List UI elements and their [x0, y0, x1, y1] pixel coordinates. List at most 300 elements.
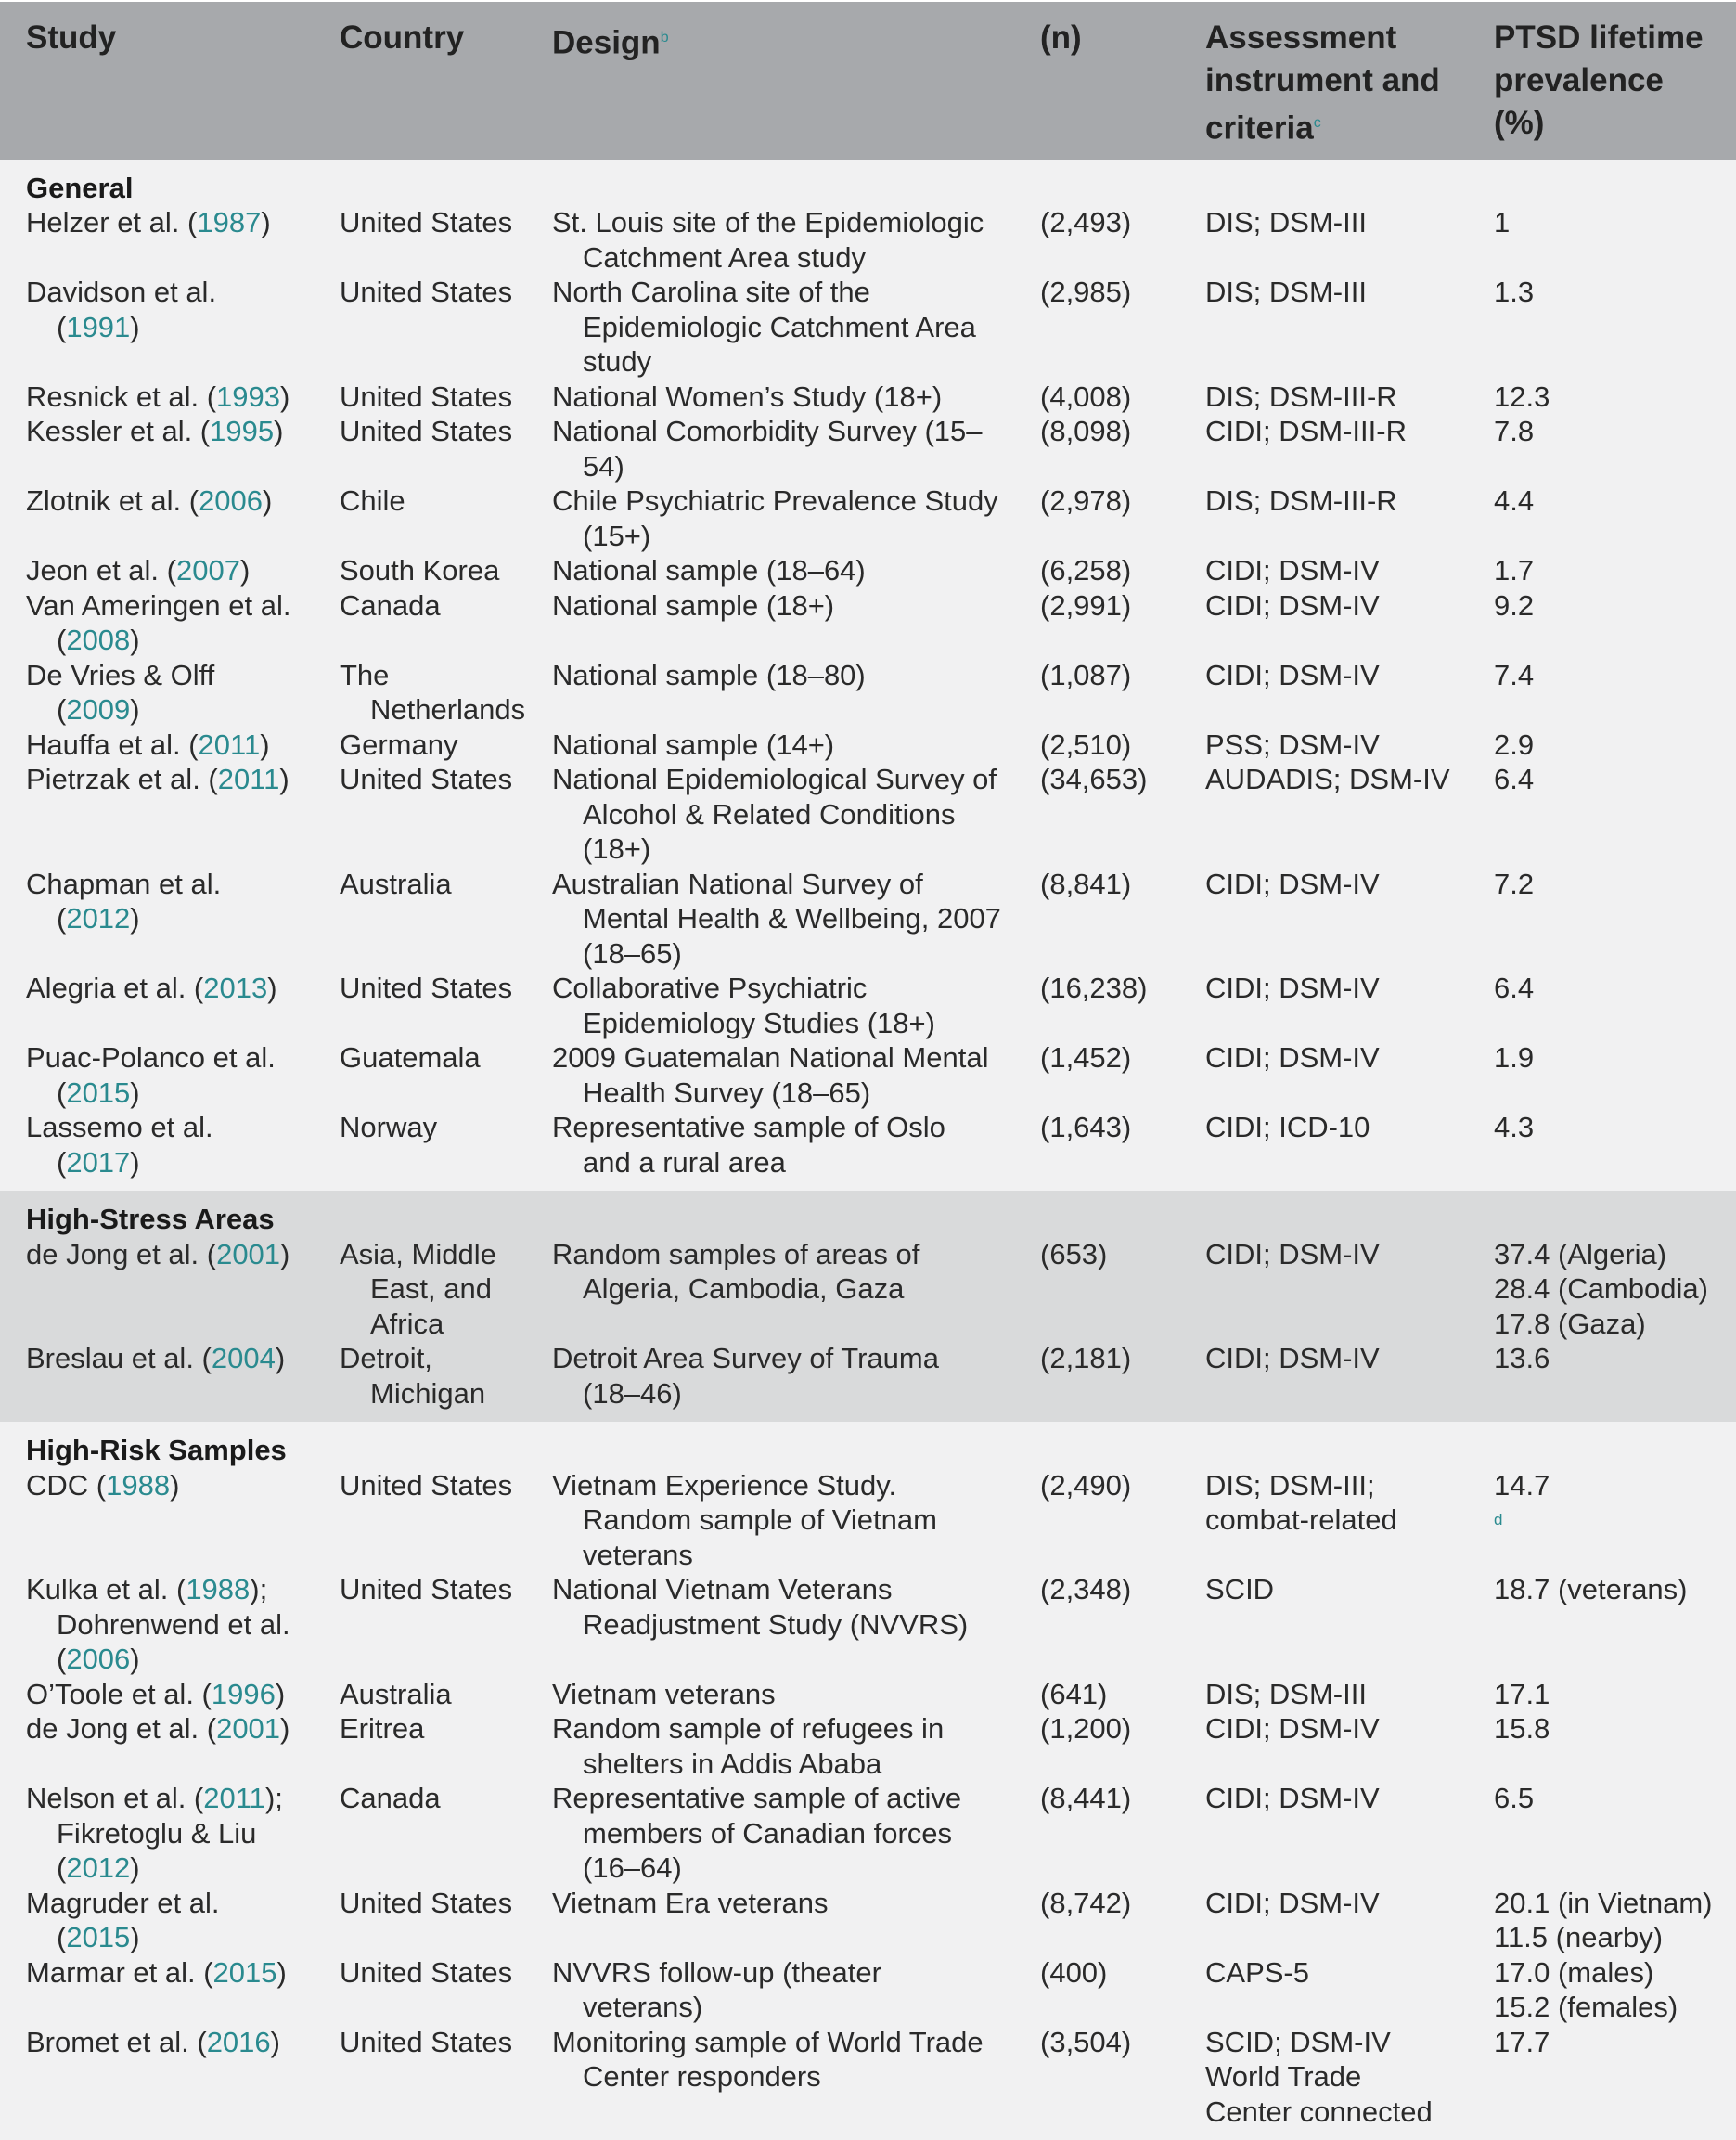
- design-cell: [526, 1040, 1014, 1110]
- country-cell: [314, 275, 526, 380]
- section-title: General: [26, 171, 134, 204]
- prevalence-value: [1494, 762, 1723, 797]
- study-author-tail: ): [130, 1921, 140, 1954]
- assessment-cell: SCID; DSM-IV World Trade Center connected: [1205, 2025, 1433, 2128]
- design-cell: [526, 1237, 1014, 1342]
- study-cell: [0, 867, 314, 972]
- study-citation: [26, 1781, 301, 1886]
- design-cell: [526, 2025, 1014, 2140]
- study-cell: [0, 658, 314, 728]
- prevalence-cell: [1468, 414, 1736, 483]
- design-cell: [526, 414, 1014, 483]
- study-author: de Jong et al. (: [26, 1237, 217, 1270]
- prevalence-text: 4.3: [1494, 1111, 1535, 1144]
- design-text: Representative sample of active members of Canadian forces (16–64): [552, 1782, 962, 1885]
- design-text: Representative sample of Oslo and a rural area: [552, 1111, 945, 1179]
- study-author: Jeon et al. (: [26, 554, 176, 587]
- design-text: NVVRS follow-up (theater veterans): [552, 1955, 881, 2024]
- study-author: Kessler et al. (: [26, 415, 211, 448]
- prevalence-value: [1494, 1955, 1723, 1991]
- study-citation: [26, 728, 301, 763]
- prevalence-cell: [1468, 1341, 1736, 1422]
- section-title: High-Stress Areas: [26, 1203, 275, 1236]
- prevalence-value: [1494, 1307, 1723, 1342]
- prevalence-cell: [1468, 1110, 1736, 1191]
- sample-size-cell: (2,978): [1040, 484, 1132, 518]
- prevalence-value: [1494, 588, 1723, 624]
- country-text: Eritrea: [340, 1712, 425, 1746]
- study-author-tail: ): [263, 484, 273, 518]
- design-text: National Vietnam Veterans Readjustment Study (NVVRS): [552, 1573, 969, 1641]
- design-text: North Carolina site of the Epidemiologic Catchment Area study: [552, 276, 976, 379]
- study-year-link: 2011: [217, 763, 280, 796]
- study-year-link: 2006: [199, 484, 264, 518]
- study-author: Resnick et al. (: [26, 380, 217, 413]
- country-cell: [314, 1237, 526, 1342]
- study-citation: [26, 275, 301, 344]
- design-cell: [526, 380, 1014, 415]
- prevalence-cell: [1468, 1237, 1736, 1342]
- country-cell: [314, 1040, 526, 1110]
- prevalence-value: [1494, 483, 1723, 519]
- study-citation: [26, 1468, 301, 1503]
- prevalence-cell: [1468, 553, 1736, 588]
- study-author-tail: ): [130, 693, 140, 727]
- prevalence-value: [1494, 1677, 1723, 1712]
- country-text: Asia, Middle East, and Africa: [340, 1237, 496, 1340]
- country-text: The Netherlands: [340, 658, 526, 727]
- country-cell: [314, 2025, 526, 2140]
- country-cell: [314, 1341, 526, 1422]
- prevalence-cell: [1468, 1781, 1736, 1886]
- study-citation: [26, 483, 301, 519]
- prevalence-text: 9.2: [1494, 588, 1535, 622]
- study-year-link: 2011: [198, 728, 261, 761]
- table-row: [0, 1110, 1736, 1191]
- design-text: Collaborative Psychiatric Epidemiology Studies (18+): [552, 972, 935, 1039]
- design-cell: [526, 658, 1014, 728]
- prevalence-value: [1494, 1920, 1723, 1955]
- study-author-tail: ): [239, 554, 251, 587]
- sample-size-cell: (1,200): [1040, 1712, 1132, 1746]
- design-text: National Women’s Study (18+): [552, 380, 943, 413]
- design-cell: [526, 1955, 1014, 2025]
- country-cell: [314, 1677, 526, 1712]
- design-cell: [526, 762, 1014, 867]
- prevalence-value: [1494, 658, 1723, 693]
- sample-size-cell: (3,504): [1040, 2025, 1132, 2058]
- prevalence-text: 15.8: [1494, 1712, 1550, 1746]
- country-text: United States: [340, 1955, 513, 1989]
- table-row: [0, 553, 1736, 588]
- section-heading-row: [0, 1191, 1736, 1237]
- study-year-link: 1996: [211, 1677, 276, 1710]
- table-row: [0, 728, 1736, 763]
- study-year-link: 2011: [203, 1782, 265, 1815]
- prevalence-text: 15.2 (females): [1494, 1991, 1678, 2024]
- country-cell: [314, 728, 526, 763]
- study-citation: [26, 1711, 301, 1747]
- prevalence-cell: [1468, 588, 1736, 658]
- study-author: Chapman et al. (: [26, 867, 222, 935]
- sample-size-cell: (2,991): [1040, 588, 1132, 622]
- assessment-cell: CIDI; DSM-IV: [1205, 554, 1380, 587]
- header-row: [0, 2, 1736, 160]
- design-text: Monitoring sample of World Trade Center responders: [552, 2025, 984, 2094]
- sample-size-cell: (4,008): [1040, 380, 1132, 413]
- assessment-cell: DIS; DSM-III: [1205, 206, 1367, 239]
- header-assessment: Assessment instrument and criteria$^c$: [1205, 19, 1440, 147]
- study-author: Helzer et al. (: [26, 206, 198, 239]
- study-author-tail: ): [275, 1677, 286, 1710]
- section-high-stress-areas: [0, 1191, 1736, 1422]
- footnote-marker: d: [1494, 1511, 1503, 1529]
- sample-size-cell: (8,441): [1040, 1782, 1132, 1815]
- study-year-link: 2001: [216, 1712, 281, 1746]
- prevalence-value: [1494, 205, 1723, 240]
- prevalence-text: 1.3: [1494, 276, 1535, 309]
- study-author-tail: ): [280, 1712, 290, 1746]
- prevalence-value: [1494, 1781, 1723, 1816]
- assessment-cell: CIDI; DSM-IV: [1205, 658, 1380, 691]
- sample-size-cell: (653): [1040, 1237, 1108, 1270]
- country-text: United States: [340, 206, 513, 239]
- table-row: [0, 1468, 1736, 1573]
- country-cell: [314, 1781, 526, 1886]
- study-author: Magruder et al. (: [26, 1886, 220, 1954]
- study-cell: [0, 205, 314, 275]
- country-text: Germany: [340, 728, 458, 761]
- prevalence-cell: [1468, 483, 1736, 553]
- study-author-tail: ): [276, 1955, 287, 1989]
- table-row: [0, 762, 1736, 867]
- sample-size-cell: (2,181): [1040, 1342, 1132, 1375]
- prevalence-text: 7.8: [1494, 415, 1535, 448]
- design-cell: [526, 728, 1014, 763]
- prevalence-text: 37.4 (Algeria): [1494, 1237, 1667, 1270]
- sample-size-cell: (34,653): [1040, 763, 1148, 796]
- study-author-tail: ): [270, 2025, 280, 2058]
- study-citation: [26, 414, 301, 449]
- country-text: United States: [340, 276, 513, 309]
- sample-size-cell: (8,841): [1040, 867, 1132, 900]
- study-author: Puac-Polanco et al. (: [26, 1041, 276, 1109]
- design-text: National sample (18+): [552, 588, 835, 622]
- assessment-cell: CIDI; DSM-IV: [1205, 1886, 1380, 1919]
- design-text: Australian National Survey of Mental Health & Wellbeing, 2007 (18–65): [552, 867, 1001, 970]
- prevalence-text: 17.0 (males): [1494, 1955, 1654, 1989]
- study-year-link: 2001: [216, 1237, 281, 1270]
- prevalence-value: [1494, 728, 1723, 763]
- assessment-cell: AUDADIS; DSM-IV: [1205, 763, 1450, 796]
- sample-size-cell: (2,348): [1040, 1573, 1132, 1606]
- study-author-tail: ): [261, 206, 271, 239]
- assessment-cell: CIDI; DSM-IV: [1205, 1342, 1380, 1375]
- study-cell: [0, 728, 314, 763]
- table-row: [0, 2025, 1736, 2140]
- study-cell: [0, 1237, 314, 1342]
- design-text: Detroit Area Survey of Trauma (18–46): [552, 1342, 939, 1410]
- prevalence-cell: [1468, 1677, 1736, 1712]
- country-text: Canada: [340, 1782, 441, 1815]
- prevalence-text: 12.3: [1494, 380, 1550, 413]
- design-text: St. Louis site of the Epidemiologic Catchment Area study: [552, 206, 984, 274]
- study-year-link: 2006: [66, 1643, 131, 1676]
- sample-size-cell: (8,742): [1040, 1886, 1132, 1919]
- design-text: National Comorbidity Survey (15–54): [552, 415, 983, 483]
- study-author: De Vries & Olff (: [26, 658, 215, 727]
- design-cell: [526, 1468, 1014, 1573]
- study-author-tail: ): [130, 1643, 140, 1676]
- assessment-cell: CAPS-5: [1205, 1955, 1309, 1989]
- prevalence-cell: [1468, 2025, 1736, 2140]
- table-row: [0, 275, 1736, 380]
- assessment-cell: CIDI; DSM-IV: [1205, 588, 1380, 622]
- header-n: (n): [1040, 19, 1082, 56]
- country-cell: [314, 1711, 526, 1781]
- country-cell: [314, 1955, 526, 2025]
- design-cell: [526, 1886, 1014, 1955]
- prevalence-text: 7.4: [1494, 658, 1535, 691]
- study-citation: [26, 2025, 301, 2060]
- study-cell: [0, 1781, 314, 1886]
- study-citation: [26, 1040, 301, 1110]
- country-text: Guatemala: [340, 1041, 481, 1075]
- header-prevalence: PTSD lifetime prevalence (%): [1494, 19, 1704, 141]
- prevalence-text: 6.4: [1494, 763, 1535, 796]
- assessment-cell: DIS; DSM-III; combat-related: [1205, 1468, 1397, 1537]
- table-header: [0, 2, 1736, 160]
- table-row: [0, 1237, 1736, 1342]
- study-author-tail: ): [260, 728, 270, 761]
- assessment-cell: PSS; DSM-IV: [1205, 728, 1380, 761]
- design-cell: [526, 1711, 1014, 1781]
- study-cell: [0, 971, 314, 1040]
- study-author: CDC (: [26, 1468, 107, 1502]
- design-text: Chile Psychiatric Prevalence Study (15+): [552, 484, 998, 552]
- study-cell: [0, 1955, 314, 2025]
- study-author-tail: ): [130, 1851, 140, 1885]
- prevalence-cell: [1468, 1711, 1736, 1781]
- prevalence-value: [1494, 1040, 1723, 1076]
- country-text: South Korea: [340, 554, 500, 587]
- table-row: [0, 1711, 1736, 1781]
- study-author-tail: ): [130, 310, 140, 343]
- study-author: Zlotnik et al. (: [26, 484, 199, 518]
- prevalence-cell: [1468, 1468, 1736, 1573]
- study-year-link: 2008: [66, 624, 131, 657]
- prevalence-value: [1494, 867, 1723, 902]
- assessment-cell: CIDI; DSM-IV: [1205, 1782, 1380, 1815]
- header-design: Design$^b$: [552, 24, 669, 61]
- study-year-link: 1987: [197, 206, 262, 239]
- study-cell: [0, 2025, 314, 2140]
- assessment-cell: DIS; DSM-III-R: [1205, 380, 1397, 413]
- study-author: Nelson et al. (: [26, 1782, 204, 1815]
- study-cell: [0, 762, 314, 867]
- prevalence-text: 1.7: [1494, 554, 1535, 587]
- sample-size-cell: (6,258): [1040, 554, 1132, 587]
- prevalence-cell: [1468, 275, 1736, 380]
- prevalence-text: 1.9: [1494, 1041, 1535, 1075]
- sample-size-cell: (2,493): [1040, 206, 1132, 239]
- prevalence-text: 6.5: [1494, 1782, 1535, 1815]
- study-cell: [0, 1677, 314, 1712]
- assessment-cell: CIDI; DSM-IV: [1205, 1712, 1380, 1746]
- prevalence-value: [1494, 275, 1723, 310]
- table-row: [0, 658, 1736, 728]
- study-author: Kulka et al. (: [26, 1573, 186, 1606]
- country-cell: [314, 1886, 526, 1955]
- study-year-link: 2017: [66, 1145, 131, 1179]
- country-cell: [314, 205, 526, 275]
- header-country: Country: [340, 19, 465, 56]
- study-cell: [0, 1341, 314, 1422]
- study-author: Pietrzak et al. (: [26, 763, 218, 796]
- country-cell: [314, 1572, 526, 1677]
- country-text: United States: [340, 380, 513, 413]
- assessment-cell: CIDI; ICD-10: [1205, 1111, 1370, 1144]
- prevalence-cell: [1468, 762, 1736, 867]
- study-author-tail: ); Dohrenwend et al. (: [57, 1573, 290, 1676]
- table-row: [0, 971, 1736, 1040]
- prevalence-text: 17.1: [1494, 1677, 1550, 1710]
- sample-size-cell: (2,985): [1040, 276, 1132, 309]
- ptsd-prevalence-table-page: [0, 2, 1736, 2140]
- table-row: [0, 1955, 1736, 2025]
- table-row: [0, 205, 1736, 275]
- study-cell: [0, 380, 314, 415]
- study-author: Breslau et al. (: [26, 1342, 212, 1375]
- study-cell: [0, 483, 314, 553]
- design-text: National sample (14+): [552, 728, 835, 761]
- prevalence-cell: [1468, 1040, 1736, 1110]
- sample-size-cell: (1,452): [1040, 1041, 1132, 1075]
- study-author-tail: ): [279, 380, 290, 413]
- table-row: [0, 1886, 1736, 1955]
- study-year-link: 2009: [66, 693, 131, 727]
- country-cell: [314, 553, 526, 588]
- table-row: [0, 414, 1736, 483]
- country-cell: [314, 414, 526, 483]
- study-citation: [26, 380, 301, 415]
- prevalence-cell: [1468, 728, 1736, 763]
- footnote-marker: b: [660, 30, 669, 45]
- prevalence-text: 14.7: [1494, 1468, 1550, 1502]
- country-text: Canada: [340, 588, 441, 622]
- section-heading-row: [0, 1422, 1736, 1468]
- country-text: United States: [340, 415, 513, 448]
- prevalence-text: 17.7: [1494, 2025, 1550, 2058]
- study-citation: [26, 1572, 301, 1677]
- study-author-tail: ): [130, 624, 140, 657]
- sample-size-cell: (2,510): [1040, 728, 1132, 761]
- study-author-tail: ); Fikretoglu & Liu (: [57, 1782, 283, 1885]
- study-year-link: 2015: [66, 1921, 131, 1954]
- design-cell: [526, 1781, 1014, 1886]
- table-row: [0, 588, 1736, 658]
- study-author: Van Ameringen et al. (: [26, 588, 291, 657]
- study-author-tail: ): [279, 763, 289, 796]
- prevalence-value: [1494, 2025, 1723, 2060]
- prevalence-value: [1494, 971, 1723, 1006]
- table-row: [0, 867, 1736, 972]
- prevalence-value: [1494, 414, 1723, 449]
- sample-size-cell: (641): [1040, 1677, 1108, 1710]
- study-author: de Jong et al. (: [26, 1712, 217, 1746]
- prevalence-cell: [1468, 205, 1736, 275]
- prevalence-text: 13.6: [1494, 1342, 1550, 1375]
- prevalence-text: 7.2: [1494, 867, 1535, 900]
- design-text: Random sample of refugees in shelters in Addis Ababa: [552, 1712, 945, 1780]
- design-cell: [526, 205, 1014, 275]
- study-citation: [26, 971, 301, 1006]
- section-high-risk-samples: [0, 1422, 1736, 2140]
- prevalence-value: [1494, 1341, 1723, 1376]
- country-text: United States: [340, 1573, 513, 1606]
- study-citation: [26, 1955, 301, 1991]
- design-cell: [526, 971, 1014, 1040]
- prevalence-value: [1494, 1110, 1723, 1145]
- study-author-tail: ): [170, 1468, 180, 1502]
- table-row: [0, 1572, 1736, 1677]
- study-cell: [0, 588, 314, 658]
- country-cell: [314, 1110, 526, 1191]
- country-text: United States: [340, 2025, 513, 2058]
- prevalence-text: 6.4: [1494, 972, 1535, 1005]
- design-text: Vietnam veterans: [552, 1677, 776, 1710]
- prevalence-text: 11.5 (nearby): [1494, 1921, 1664, 1954]
- study-year-link: 1988: [186, 1573, 251, 1606]
- study-citation: [26, 1341, 301, 1376]
- study-cell: [0, 275, 314, 380]
- study-author-tail: ): [130, 1076, 140, 1109]
- assessment-cell: CIDI; DSM-IV: [1205, 972, 1380, 1005]
- country-cell: [314, 867, 526, 972]
- study-citation: [26, 1886, 301, 1955]
- design-text: Random samples of areas of Algeria, Cambodia, Gaza: [552, 1237, 920, 1306]
- study-year-link: 2013: [203, 972, 268, 1005]
- study-year-link: 2015: [212, 1955, 277, 1989]
- study-author: Alegria et al. (: [26, 972, 204, 1005]
- study-citation: [26, 553, 301, 588]
- prevalence-cell: [1468, 1886, 1736, 1955]
- study-author-tail: ): [275, 1342, 286, 1375]
- study-cell: [0, 553, 314, 588]
- sample-size-cell: (1,087): [1040, 658, 1132, 691]
- sample-size-cell: (400): [1040, 1955, 1108, 1989]
- country-text: Norway: [340, 1111, 438, 1144]
- assessment-cell: DIS; DSM-III: [1205, 1677, 1367, 1710]
- prevalence-text: 17.8 (Gaza): [1494, 1307, 1646, 1340]
- prevalence-value: [1494, 1237, 1723, 1272]
- prevalence-value: [1494, 553, 1723, 588]
- assessment-cell: SCID: [1205, 1573, 1275, 1606]
- study-cell: [0, 1040, 314, 1110]
- assessment-cell: DIS; DSM-III-R: [1205, 484, 1397, 518]
- study-year-link: 1991: [66, 310, 131, 343]
- design-cell: [526, 867, 1014, 972]
- design-cell: [526, 1572, 1014, 1677]
- assessment-cell: DIS; DSM-III: [1205, 276, 1367, 309]
- study-citation: [26, 588, 301, 658]
- study-citation: [26, 867, 301, 936]
- design-text: National Epidemiological Survey of Alcohol & Related Conditions (18+): [552, 763, 997, 866]
- country-cell: [314, 380, 526, 415]
- study-author-tail: ): [267, 972, 277, 1005]
- country-text: Australia: [340, 1677, 452, 1710]
- design-cell: [526, 588, 1014, 658]
